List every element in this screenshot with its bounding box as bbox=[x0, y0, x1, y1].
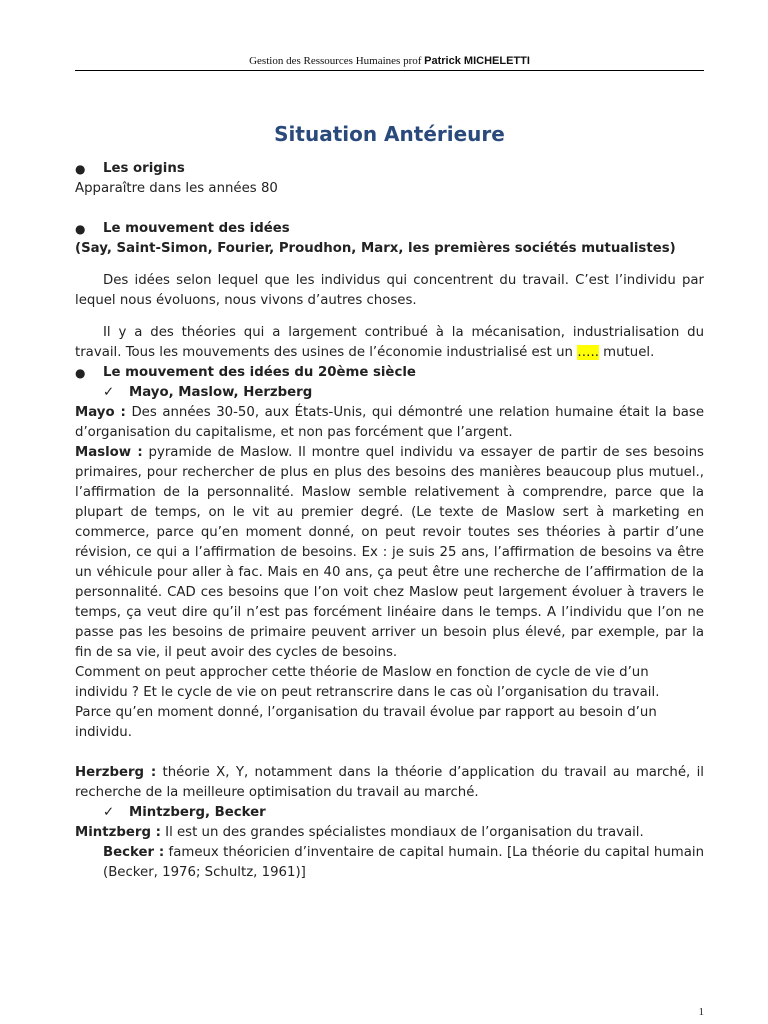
herzberg-paragraph bbox=[75, 763, 704, 803]
bullet-icon: ● bbox=[75, 222, 86, 236]
mintzberg-label: Mintzberg : bbox=[75, 825, 161, 840]
ideas-heading: Le mouvement des idées bbox=[103, 221, 290, 236]
paragraph-2 bbox=[75, 323, 704, 363]
check-item-mintzberg-becker bbox=[75, 803, 704, 823]
ideas20-heading: Le mouvement des idées du 20ème siècle bbox=[103, 365, 416, 380]
bullet-origins bbox=[75, 159, 704, 179]
paragraph-2-end: mutuel. bbox=[598, 345, 655, 360]
becker-label: Becker : bbox=[103, 845, 165, 860]
cycle-paragraph bbox=[75, 663, 704, 743]
origins-text: Apparaître dans les années 80 bbox=[75, 181, 278, 196]
becker-paragraph bbox=[75, 843, 704, 883]
herzberg-text: théorie X, Y, notamment dans la théorie d’application du travail au marché, il recherche de la meilleure optimisation du travail au marché. bbox=[75, 765, 704, 800]
bullet-icon: ● bbox=[75, 162, 86, 176]
check1-label: Mayo, Maslow, Herzberg bbox=[129, 385, 313, 400]
check-item-mayo-maslow-herzberg bbox=[75, 383, 704, 403]
cycle-line: Comment on peut approcher cette théorie de Maslow en fonction de cycle de vie d’un bbox=[75, 665, 649, 680]
check2-label: Mintzberg, Becker bbox=[129, 805, 266, 820]
paragraph-2-start: Il y a des théories qui a largement contribué à la mécanisation, industrialisation du travail. Tous les mouvements des usines de l’économie industrialisé est un bbox=[75, 325, 704, 360]
document-page bbox=[75, 0, 704, 1024]
document-body bbox=[75, 159, 704, 883]
mayo-text: Des années 30-50, aux États-Unis, qui démontré une relation humaine était la base d’organisation du capitalisme, et non pas forcément que l’argent. bbox=[75, 405, 705, 440]
ideas-names: (Say, Saint-Simon, Fourier, Proudhon, Marx, les premières sociétés mutualistes) bbox=[75, 241, 676, 256]
highlighted-ellipsis: ….. bbox=[577, 345, 599, 360]
maslow-paragraph bbox=[75, 443, 704, 663]
checkmark-icon: ✓ bbox=[103, 385, 115, 400]
maslow-label: Maslow : bbox=[75, 445, 143, 460]
bullet-ideas bbox=[75, 219, 704, 239]
mintzberg-text: Il est un des grandes spécialistes mondiaux de l’organisation du travail. bbox=[160, 825, 644, 840]
herzberg-label: Herzberg : bbox=[75, 765, 157, 780]
header-text: Gestion des Ressources Humaines prof bbox=[249, 55, 425, 67]
checkmark-icon: ✓ bbox=[103, 805, 115, 820]
cycle-line: Parce qu’en moment donné, l’organisation du travail évolue par rapport au besoin d’un bbox=[75, 705, 657, 720]
cycle-line: individu ? Et le cycle de vie on peut retranscrire dans le cas où l’organisation du travail. bbox=[75, 685, 660, 700]
page-number: 1 bbox=[698, 1006, 704, 1018]
mayo-paragraph bbox=[75, 403, 704, 443]
maslow-text: pyramide de Maslow. Il montre quel individu va essayer de partir de ses besoins primaires, pour rechercher de plus en plus des besoins des manières beaucoup plus mutuel., l’affirmation de la personnalité. Maslow semble relativement à comprendre, parce que la plupart de temps, on le vit au premier degré. (Le texte de Maslow sert à marketing en commerce, parce qu’en moment donné, on peut revoir toutes ses théories à partir d’une révision, ce qui a l’affirmation de besoins. Ex : je suis 25 ans, l’affirmation de besoins va être un véhicule pour aller à fac. Mais en 40 ans, ça peut être une recherche de l’affirmation de la personnalité. CAD ces besoins que l’on voit chez Maslow peut largement évoluer à travers le temps, ça veut dire qu’il n’est pas forcément linéaire dans le temps. A l’individu que l’on ne passe pas les besoins de primaire peuvent arriver un besoin plus élevé, par exemple, par la fin de sa vie, il peut avoir des cycles de besoins. bbox=[75, 445, 704, 660]
bullet-ideas-20th bbox=[75, 363, 704, 383]
header-rule bbox=[75, 70, 704, 71]
becker-text: fameux théoricien d’inventaire de capital humain. [La théorie du capital humain (Becker, 1976; Schultz, 1961)] bbox=[103, 845, 705, 880]
header-author: Patrick MICHELETTI bbox=[424, 55, 530, 67]
bullet-icon: ● bbox=[75, 366, 86, 380]
mayo-label: Mayo : bbox=[75, 405, 126, 420]
page-header bbox=[75, 55, 704, 67]
origins-heading: Les origins bbox=[103, 161, 185, 176]
cycle-line: individu. bbox=[75, 725, 132, 740]
page-title: Situation Antérieure bbox=[274, 122, 505, 146]
mintzberg-paragraph bbox=[75, 823, 704, 843]
paragraph-1: Des idées selon lequel que les individus qui concentrent du travail. C’est l’individu par lequel nous évoluons, nous vivons d’autres choses. bbox=[75, 273, 704, 308]
